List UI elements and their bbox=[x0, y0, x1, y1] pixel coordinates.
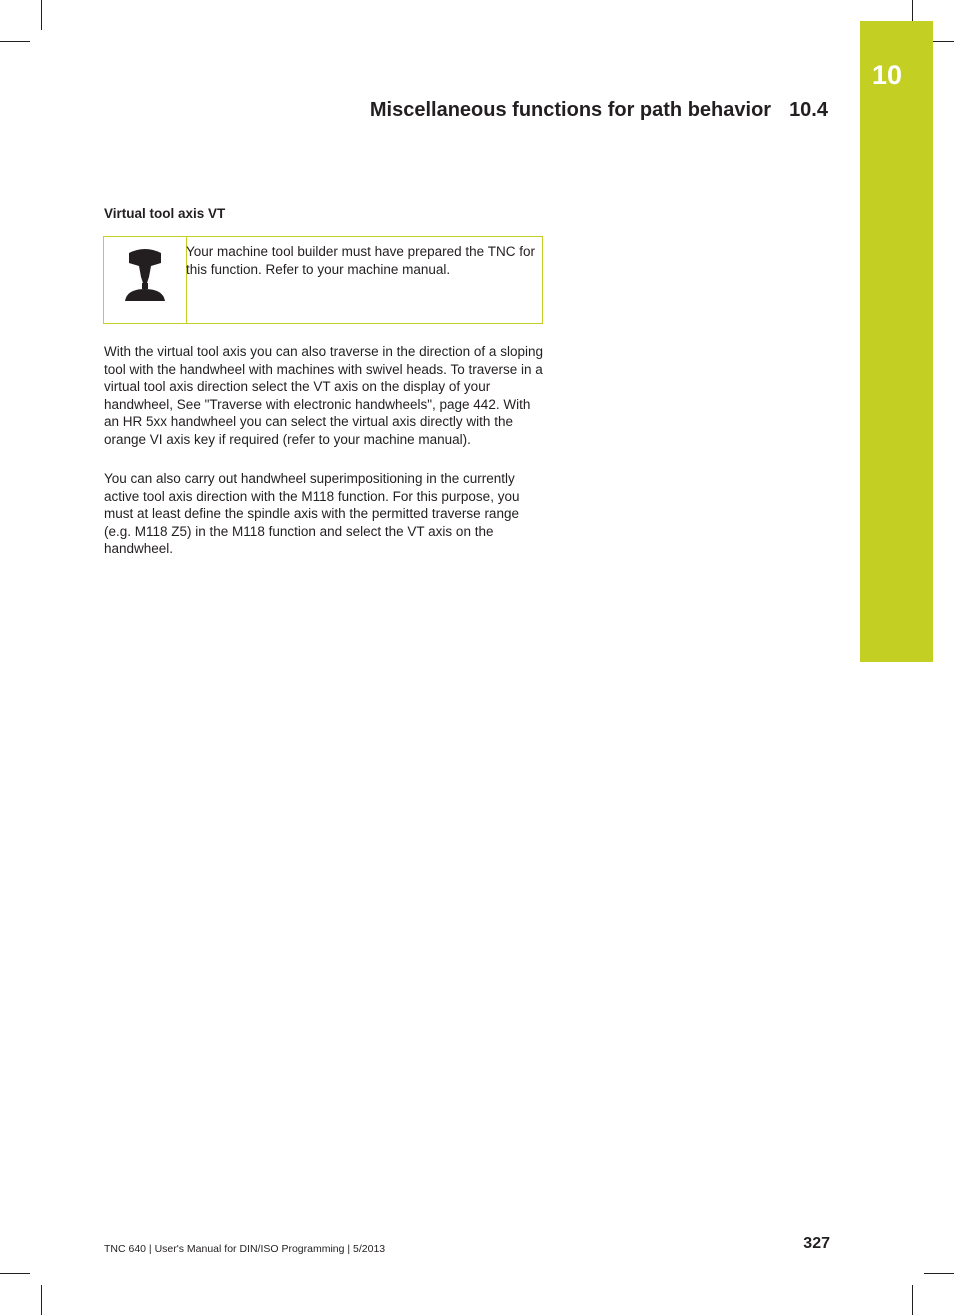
note-text: Your machine tool builder must have prepared the TNC for this function. Refer to your machine manual. bbox=[186, 244, 535, 277]
paragraph-m118: You can also carry out handwheel superimpositioning in the currently active tool axis direction with the M118 function. For this purpose, you must at least define the spindle axis with the permitted traverse range (e.g. M118 Z5) in the M118 function and select the VT axis on the handwheel. bbox=[104, 471, 520, 556]
header-section-number: 10.4 bbox=[789, 99, 828, 121]
header-title: Miscellaneous functions for path behavior bbox=[369, 99, 772, 121]
machine-tool-icon bbox=[123, 247, 167, 303]
crop-mark bbox=[41, 1285, 42, 1315]
footer-text: TNC 640 | User's Manual for DIN/ISO Programming | 5/2013 bbox=[104, 1243, 386, 1255]
chapter-number: 10 bbox=[872, 60, 903, 90]
section-heading: Virtual tool axis VT bbox=[104, 206, 226, 221]
body-paragraph bbox=[104, 470, 546, 558]
note-icon-cell bbox=[104, 237, 187, 323]
crop-mark bbox=[41, 0, 42, 30]
paragraph-virtual-axis: With the virtual tool axis you can also traverse in the direction of a sloping tool with the handwheel with machines with swivel heads. To traverse in a virtual tool axis direction select the VT axis on the display of your handwheel, See "Traverse with electronic handwheels", page 442. With an HR 5xx handwheel you can select the virtual axis directly with the orange VI axis key if required (refer to your machine manual). bbox=[104, 344, 543, 447]
body-paragraph bbox=[104, 343, 546, 448]
page-number: 327 bbox=[803, 1235, 830, 1252]
crop-mark bbox=[0, 1273, 30, 1274]
machine-note-box bbox=[103, 236, 543, 324]
running-head bbox=[370, 99, 828, 122]
chapter-tab bbox=[860, 21, 933, 662]
crop-mark bbox=[912, 1285, 913, 1315]
crop-mark bbox=[924, 1273, 954, 1274]
crop-mark bbox=[0, 41, 30, 42]
